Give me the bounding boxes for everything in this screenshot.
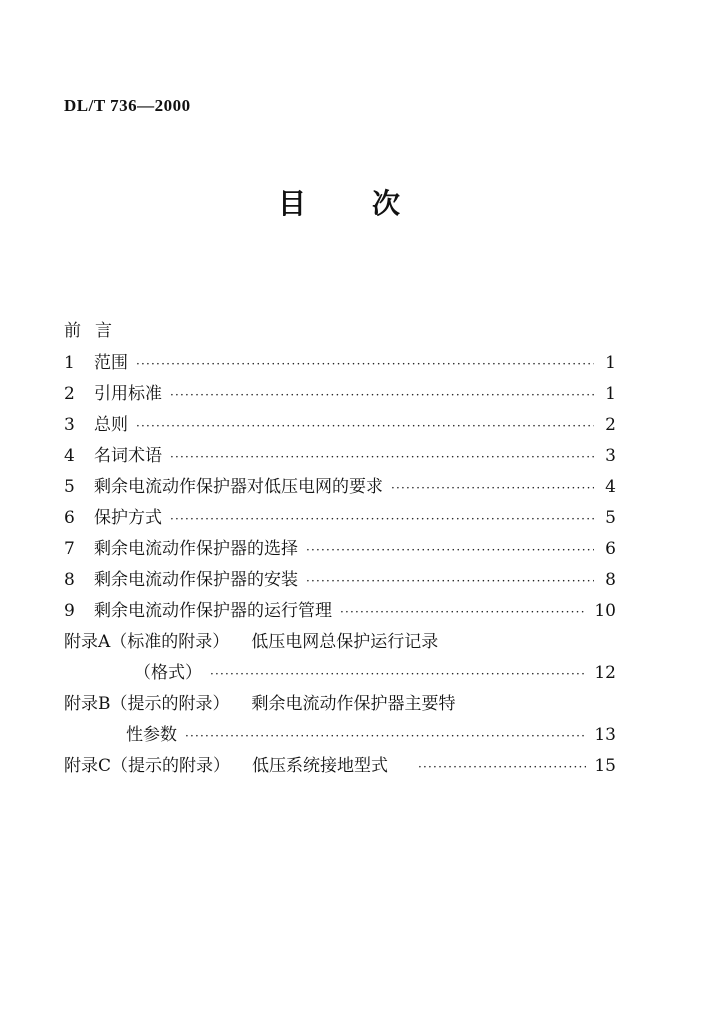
toc-entry-number: 2 [64, 384, 75, 404]
toc-entry-page: 10 [594, 601, 616, 621]
toc-entry-8[interactable] [64, 565, 616, 596]
dot-leader [418, 760, 586, 774]
toc-entry-number: 4 [64, 446, 75, 466]
standard-code: DL/T 736—2000 [64, 96, 191, 115]
toc-entry-2[interactable] [64, 379, 616, 410]
toc-entry-page: 1 [605, 384, 616, 404]
toc-entry-number: 9 [64, 601, 75, 621]
title-char-1: 目 [278, 187, 307, 220]
page-title [0, 182, 727, 222]
toc-entry-label: 剩余电流动作保护器对低压电网的要求 [94, 477, 383, 497]
toc-entry-page: 12 [594, 663, 616, 683]
toc-entry-label: 保护方式 [94, 508, 162, 528]
appendix-title-cont: 性参数 [126, 725, 177, 745]
toc-entry-number: 8 [64, 570, 75, 590]
toc-entry-number: 5 [64, 477, 75, 497]
toc-entry-3[interactable] [64, 410, 616, 441]
toc-entry-page: 4 [605, 477, 616, 497]
toc-appendix-a-cont[interactable] [64, 658, 616, 689]
toc-entry-label: 剩余电流动作保护器的运行管理 [94, 601, 332, 621]
toc-entry-label: 名词术语 [94, 446, 162, 466]
toc-entry-6[interactable] [64, 503, 616, 534]
toc-entry-4[interactable] [64, 441, 616, 472]
toc-entry-label: 范围 [94, 353, 128, 373]
toc-appendix-a[interactable] [64, 627, 616, 658]
appendix-prefix: 附录A（标准的附录） [64, 632, 230, 652]
toc-entry-page: 2 [605, 415, 616, 435]
toc-entry-7[interactable] [64, 534, 616, 565]
toc-entry-page: 8 [605, 570, 616, 590]
appendix-prefix: 附录B（提示的附录） [64, 694, 230, 714]
toc-entry-9[interactable] [64, 596, 616, 627]
dot-leader [306, 574, 594, 588]
dot-leader [136, 357, 594, 371]
dot-leader [340, 605, 586, 619]
dot-leader [170, 450, 594, 464]
toc-entry-page: 13 [594, 725, 616, 745]
toc-entry-page: 6 [605, 539, 616, 559]
dot-leader [391, 481, 594, 495]
dot-leader [210, 667, 586, 681]
toc-entry-1[interactable] [64, 348, 616, 379]
title-char-2: 次 [372, 187, 401, 220]
dot-leader [306, 543, 594, 557]
toc-entry-number: 6 [64, 508, 75, 528]
toc-entry-page: 5 [605, 508, 616, 528]
toc-foreword[interactable] [64, 316, 616, 348]
toc-entry-label: 总则 [94, 415, 128, 435]
toc-foreword-label: 前言 [64, 321, 126, 341]
toc-appendix-c[interactable] [64, 751, 616, 782]
toc-entry-page: 15 [594, 756, 616, 776]
appendix-title: 低压电网总保护运行记录 [251, 632, 439, 652]
dot-leader [185, 729, 586, 743]
toc-entry-number: 1 [64, 353, 75, 373]
toc-entry-number: 7 [64, 539, 75, 559]
dot-leader [136, 419, 594, 433]
toc-entry-5[interactable] [64, 472, 616, 503]
appendix-title-cont: （格式） [134, 663, 202, 683]
dot-leader [170, 388, 594, 402]
toc-appendix-b-cont[interactable] [64, 720, 616, 751]
toc-entry-page: 1 [605, 353, 616, 373]
toc-entry-label: 引用标准 [94, 384, 162, 404]
table-of-contents [64, 316, 616, 782]
toc-entry-page: 3 [605, 446, 616, 466]
appendix-prefix: 附录C（提示的附录） [64, 756, 231, 776]
toc-entry-label: 剩余电流动作保护器的选择 [94, 539, 298, 559]
toc-entry-number: 3 [64, 415, 75, 435]
appendix-title: 剩余电流动作保护器主要特 [251, 694, 456, 714]
appendix-title: 低压系统接地型式 [252, 756, 389, 776]
toc-appendix-b[interactable] [64, 689, 616, 720]
toc-entry-label: 剩余电流动作保护器的安装 [94, 570, 298, 590]
dot-leader [170, 512, 594, 526]
